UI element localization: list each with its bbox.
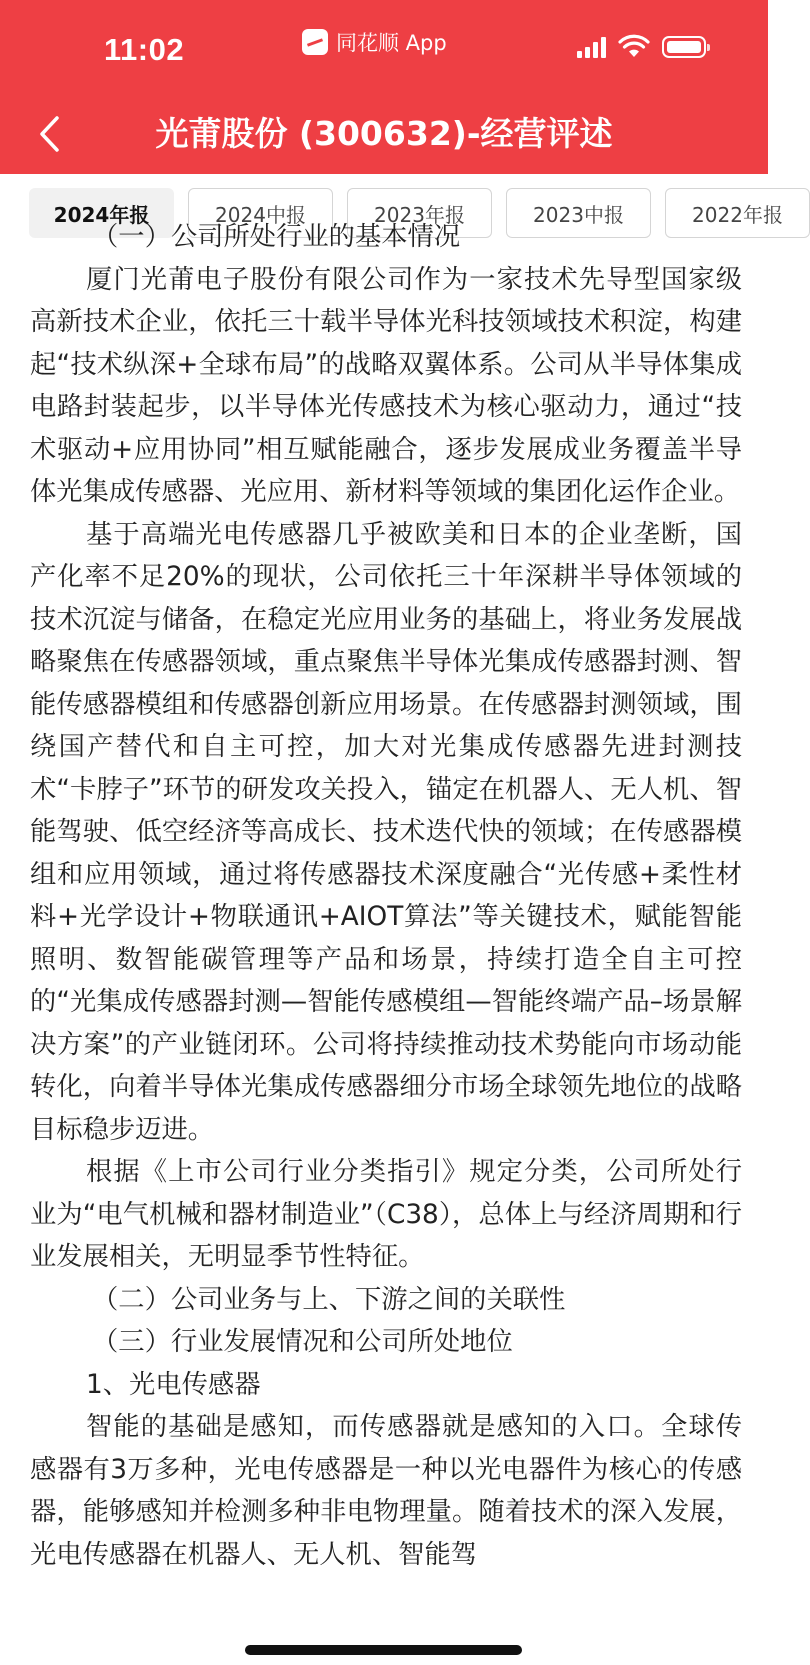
section-heading-1: （一）公司所处行业的基本情况 <box>92 222 461 252</box>
paragraph-3: 根据《上市公司行业分类指引》规定分类，公司所处行业为“电气机械和器材制造业”（C38），总体上与经济周期和行业发展相关，无明显季节性特征。 <box>30 1157 742 1272</box>
section-heading-2: （二）公司业务与上、下游之间的关联性 <box>92 1284 566 1315</box>
paragraph-4: 智能的基础是感知，而传感器就是感知的入口。全球传感器有3万多种，光电传感器是一种以光电器件为核心的传感器，能够感知并检测多种非电物理量。随着技术的深入发展，光电传感器在机器人、无人机、智能驾 <box>30 1412 742 1570</box>
section-heading-3: （三）行业发展情况和公司所处地位 <box>92 1327 513 1357</box>
tab-2024-interim[interactable]: 2024中报 <box>188 188 333 238</box>
page-title: 光莆股份 (300632)-经营评述 <box>155 114 613 153</box>
subheading-photoelectric-sensor: 1、光电传感器 <box>86 1369 261 1400</box>
tab-2024-annual[interactable]: 2024年报 <box>29 188 174 238</box>
app-source-badge[interactable] <box>302 26 447 58</box>
paragraph-2: 基于高端光电传感器几乎被欧美和日本的企业垄断，国产化率不足20%的现状，公司依托三十年深耕半导体领域的技术沉淀与储备，在稳定光应用业务的基础上，将业务发展战略聚焦在传感器领域，重点聚焦半导体光集成传感器封测、智能传感器模组和传感器创新应用场景。在传感器封测领域，围绕国产替代和自主可控，加大对光集成传感器先进封测技术“卡脖子”环节的研发攻关投入，锚定在机器人、无人机、智能驾驶、低空经济等高成长、技术迭代快的领域；在传感器模组和应用领域，通过将传感器技术深度融合“光传感+柔性材料+光学设计+物联通讯+AIOT算法”等关键技术，赋能智能照明、数智能碳管理等产品和场景，持续打造全自主可控的“光集成传感器封测—智能传感模组—智能终端产品–场景解决方案”的产业链闭环。公司将持续推动技术势能向市场动能转化，向着半导体光集成传感器细分市场全球领先地位的战略目标稳步迈进。 <box>30 519 742 1145</box>
cellular-signal-icon <box>577 36 606 58</box>
battery-icon <box>662 36 706 58</box>
status-icons <box>577 36 706 58</box>
app-logo-icon <box>302 29 328 55</box>
wifi-icon <box>618 36 650 58</box>
app-name: 同花顺 App <box>336 31 447 55</box>
status-time: 11:02 <box>104 32 185 67</box>
paragraph-1: 厦门光莆电子股份有限公司作为一家技术先导型国家级高新技术企业，依托三十载半导体光科技领域技术积淀，构建起“技术纵深+全球布局”的战略双翼体系。公司从半导体集成电路封装起步，以半导体光传感技术为核心驱动力，通过“技术驱动+应用协同”相互赋能融合，逐步发展成业务覆盖半导体光集成传感器、光应用、新材料等领域的集团化运作企业。 <box>30 264 742 507</box>
tab-2023-annual[interactable]: 2023年报 <box>347 188 492 238</box>
home-indicator[interactable] <box>245 1645 522 1655</box>
article-content[interactable] <box>30 222 742 1665</box>
tab-2022-annual[interactable]: 2022年报 <box>665 188 810 238</box>
tab-2023-interim[interactable]: 2023中报 <box>506 188 651 238</box>
app-header <box>0 0 768 174</box>
